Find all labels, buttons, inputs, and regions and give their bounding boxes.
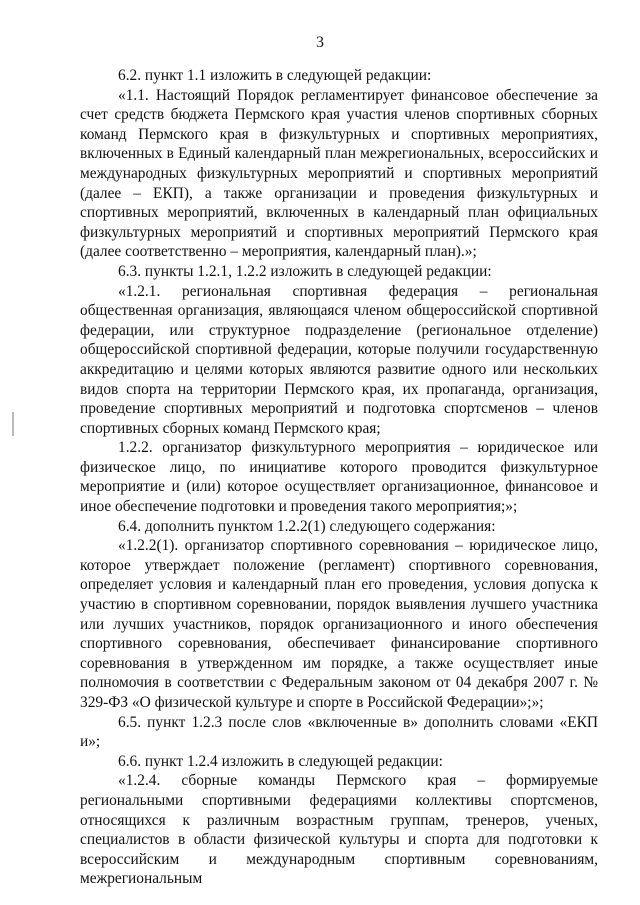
paragraph-1-2-1: «1.2.1. региональная спортивная федерация – региональная общественная организация, являющаяся членом общероссийской спортивной федерации, или структурное подразделение (региональное отделение) общероссийской спортивной федерации, которые получили государственную аккредитацию и целями которых являются развитие одного или нескольких видов спорта на территории Пермского края, их пропаганда, организация, проведение спортивных мероприятий и подготовка спортсменов – членов спортивных сборных команд Пермского края;	[80, 282, 598, 437]
paragraph-6-4: 6.4. дополнить пунктом 1.2.2(1) следующего содержания:	[118, 517, 496, 535]
document-body	[80, 66, 598, 889]
page-number: 3	[316, 34, 324, 51]
paragraph-1-1: «1.1. Настоящий Порядок регламентирует финансовое обеспечение за счет средств бюджета Пермского края участия членов спортивных сборных команд Пермского края в физкультурных и спортивных мероприятиях, включенных в Единый календарный план межрегиональных, всероссийских и международных физкультурных мероприятий и спортивных мероприятий (далее – ЕКП), а также организации и проведения физкультурных и спортивных мероприятий, включенных в календарный план официальных физкультурных мероприятий и спортивных мероприятий Пермского края (далее соответственно – мероприятия, календарный план).»;	[80, 86, 598, 261]
binding-mark	[12, 412, 14, 436]
paragraph-1-2-2: 1.2.2. организатор физкультурного мероприятия – юридическое или физическое лицо, по инициативе которого проводится физкультурное мероприятие и (или) которое осуществляет организационное, финансовое и иное обеспечение подготовки и проведения такого мероприятия;»;	[80, 439, 598, 516]
paragraph-6-6: 6.6. пункт 1.2.4 изложить в следующей редакции:	[118, 752, 443, 770]
paragraph-6-2: 6.2. пункт 1.1 изложить в следующей редакции:	[118, 67, 432, 84]
paragraph-6-5: 6.5. пункт 1.2.3 после слов «включенные в» дополнить словами «ЕКП и»;	[80, 713, 598, 751]
paragraph-1-2-2-1: «1.2.2(1). организатор спортивного соревнования – юридическое лицо, которое утверждает положение (регламент) спортивного соревнования, определяет условия и календарный план его проведения, условия допуска к участию в спортивном соревновании, порядок выявления лучшего участника или лучших участников, порядок организационного и иного обеспечения спортивного соревнования, обеспечивает финансирование спортивного соревнования в утвержденном им порядке, а также осуществляет иные полномочия в соответствии с Федеральным законом от 04 декабря 2007 г. № 329-ФЗ «О физической культуре и спорте в Российской Федерации»;»;	[80, 537, 598, 711]
paragraph-6-3: 6.3. пункты 1.2.1, 1.2.2 изложить в следующей редакции:	[118, 262, 492, 280]
paragraph-1-2-4: «1.2.4. сборные команды Пермского края – формируемые региональными спортивными федерациями коллективы спортсменов, относящихся к различным возрастным группам, тренеров, ученых, специалистов в области физической культуры и спорта для подготовки к всероссийским и международным спортивным соревнованиям, межрегиональным	[80, 772, 598, 888]
